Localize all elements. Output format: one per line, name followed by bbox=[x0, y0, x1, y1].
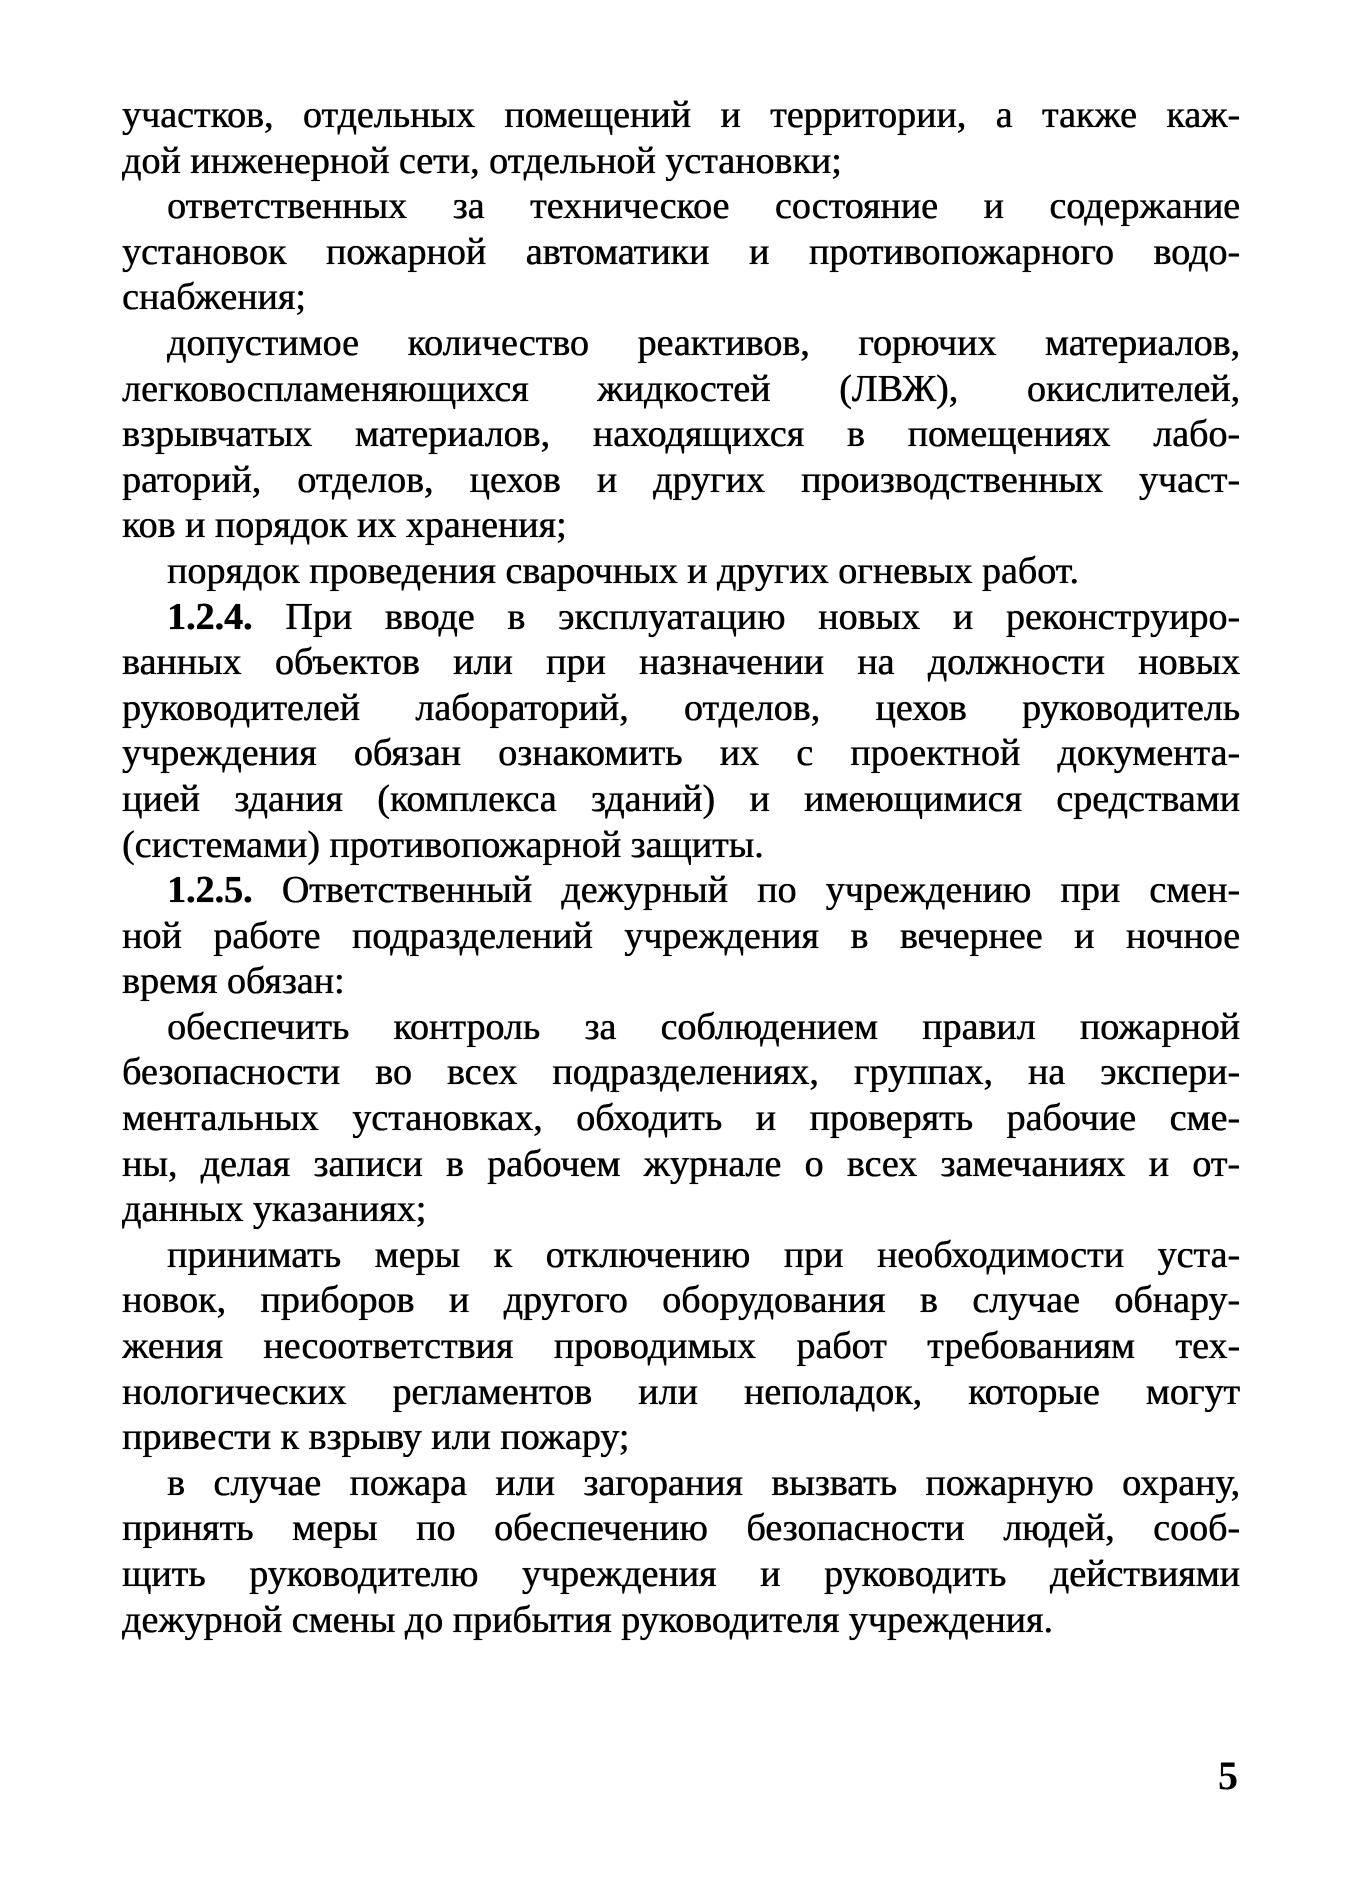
text-line bbox=[122, 1050, 1240, 1096]
paragraph bbox=[122, 321, 1240, 549]
text-line bbox=[122, 458, 1240, 504]
paragraph bbox=[122, 595, 1240, 869]
line-text: принять меры по обеспечению безопасности людей, сооб- bbox=[122, 1507, 1240, 1550]
text-line bbox=[122, 823, 1240, 869]
text-line bbox=[122, 139, 1240, 185]
page-number: 5 bbox=[1218, 1753, 1238, 1798]
paragraph bbox=[122, 184, 1240, 321]
line-text: ной работе подразделений учреждения в вечернее и ночное bbox=[122, 914, 1240, 957]
line-text: дой инженерной сети, отдельной установки; bbox=[122, 139, 842, 182]
line-text: взрывчатых материалов, находящихся в помещениях лабо- bbox=[122, 413, 1240, 456]
text-line bbox=[122, 868, 1240, 914]
text-line bbox=[122, 1005, 1240, 1051]
line-text: установок пожарной автоматики и противопожарного водо- bbox=[122, 230, 1240, 273]
section-number: 1.2.4. bbox=[167, 595, 253, 638]
text-line bbox=[122, 1142, 1240, 1188]
line-text: легковоспламеняющихся жидкостей (ЛВЖ), окислителей, bbox=[122, 367, 1240, 410]
text-line bbox=[122, 230, 1240, 276]
text-line bbox=[122, 640, 1240, 686]
line-text: новок, приборов и другого оборудования в случае обнару- bbox=[122, 1279, 1240, 1322]
paragraph bbox=[122, 1005, 1240, 1233]
text-line bbox=[122, 1370, 1240, 1416]
line-text: ответственных за техническое состояние и содержание bbox=[167, 185, 1240, 228]
text-line bbox=[122, 1278, 1240, 1324]
text-line bbox=[122, 1598, 1240, 1644]
line-text: цией здания (комплекса зданий) и имеющимися средствами bbox=[122, 777, 1240, 820]
text-line bbox=[122, 686, 1240, 732]
text-line bbox=[122, 914, 1240, 960]
line-text: учреждения обязан ознакомить их с проектной документа- bbox=[122, 732, 1240, 775]
line-text: привести к взрыву или пожару; bbox=[122, 1416, 630, 1459]
paragraph bbox=[122, 93, 1240, 184]
line-text: жения несоответствия проводимых работ требованиям тех- bbox=[122, 1325, 1240, 1368]
line-text: в случае пожара или загорания вызвать пожарную охрану, bbox=[167, 1461, 1240, 1504]
text-line bbox=[122, 1415, 1240, 1461]
text-line bbox=[122, 959, 1240, 1005]
line-text: ментальных установках, обходить и проверять рабочие сме- bbox=[122, 1097, 1240, 1140]
text-line bbox=[122, 1324, 1240, 1370]
paragraph bbox=[122, 1233, 1240, 1461]
line-text: данных указаниях; bbox=[122, 1188, 427, 1231]
text-line bbox=[122, 1461, 1240, 1507]
text-line bbox=[122, 549, 1240, 595]
text-line bbox=[122, 1506, 1240, 1552]
line-text: Ответственный дежурный по учреждению при смен- bbox=[281, 869, 1240, 912]
text-line bbox=[122, 275, 1240, 321]
text-line bbox=[122, 1233, 1240, 1279]
text-line bbox=[122, 731, 1240, 777]
paragraph bbox=[122, 868, 1240, 1005]
line-text: обеспечить контроль за соблюдением правил пожарной bbox=[167, 1005, 1240, 1048]
line-text: участков, отдельных помещений и территории, а также каж- bbox=[122, 94, 1240, 136]
line-text: При вводе в эксплуатацию новых и реконструиро- bbox=[285, 595, 1240, 638]
text-line bbox=[122, 412, 1240, 458]
line-text: порядок проведения сварочных и других огневых работ. bbox=[167, 549, 1079, 592]
line-text: принимать меры к отключению при необходимости уста- bbox=[167, 1233, 1240, 1276]
line-text: ков и порядок их хранения; bbox=[122, 504, 567, 547]
text-line bbox=[122, 595, 1240, 641]
text-line bbox=[122, 503, 1240, 549]
line-text: снабжения; bbox=[122, 276, 306, 319]
text-line bbox=[122, 777, 1240, 823]
line-text: (системами) противопожарной защиты. bbox=[122, 823, 764, 866]
line-text: время обязан: bbox=[122, 960, 345, 1003]
text-line bbox=[122, 1187, 1240, 1233]
text-line bbox=[122, 321, 1240, 367]
text-line bbox=[122, 1096, 1240, 1142]
line-text: ны, делая записи в рабочем журнале о всех замечаниях и от- bbox=[122, 1142, 1240, 1185]
line-text: раторий, отделов, цехов и других производственных участ- bbox=[122, 458, 1240, 501]
text-line bbox=[122, 1552, 1240, 1598]
paragraph bbox=[122, 1461, 1240, 1643]
section-number: 1.2.5. bbox=[167, 869, 253, 912]
line-text: щить руководителю учреждения и руководить действиями bbox=[122, 1553, 1240, 1595]
paragraph bbox=[122, 549, 1240, 595]
line-text: дежурной смены до прибытия руководителя учреждения. bbox=[122, 1598, 1053, 1641]
line-text: безопасности во всех подразделениях, группах, на экспери- bbox=[122, 1051, 1240, 1094]
line-text: допустимое количество реактивов, горючих материалов, bbox=[167, 321, 1240, 364]
line-text: ванных объектов или при назначении на должности новых bbox=[122, 641, 1240, 684]
line-text: руководителей лабораторий, отделов, цехов руководитель bbox=[122, 686, 1240, 729]
text-line bbox=[122, 367, 1240, 413]
line-text: нологических регламентов или неполадок, которые могут bbox=[122, 1370, 1240, 1413]
text-line bbox=[122, 184, 1240, 230]
document-body bbox=[122, 93, 1240, 1643]
text-line bbox=[122, 93, 1240, 139]
